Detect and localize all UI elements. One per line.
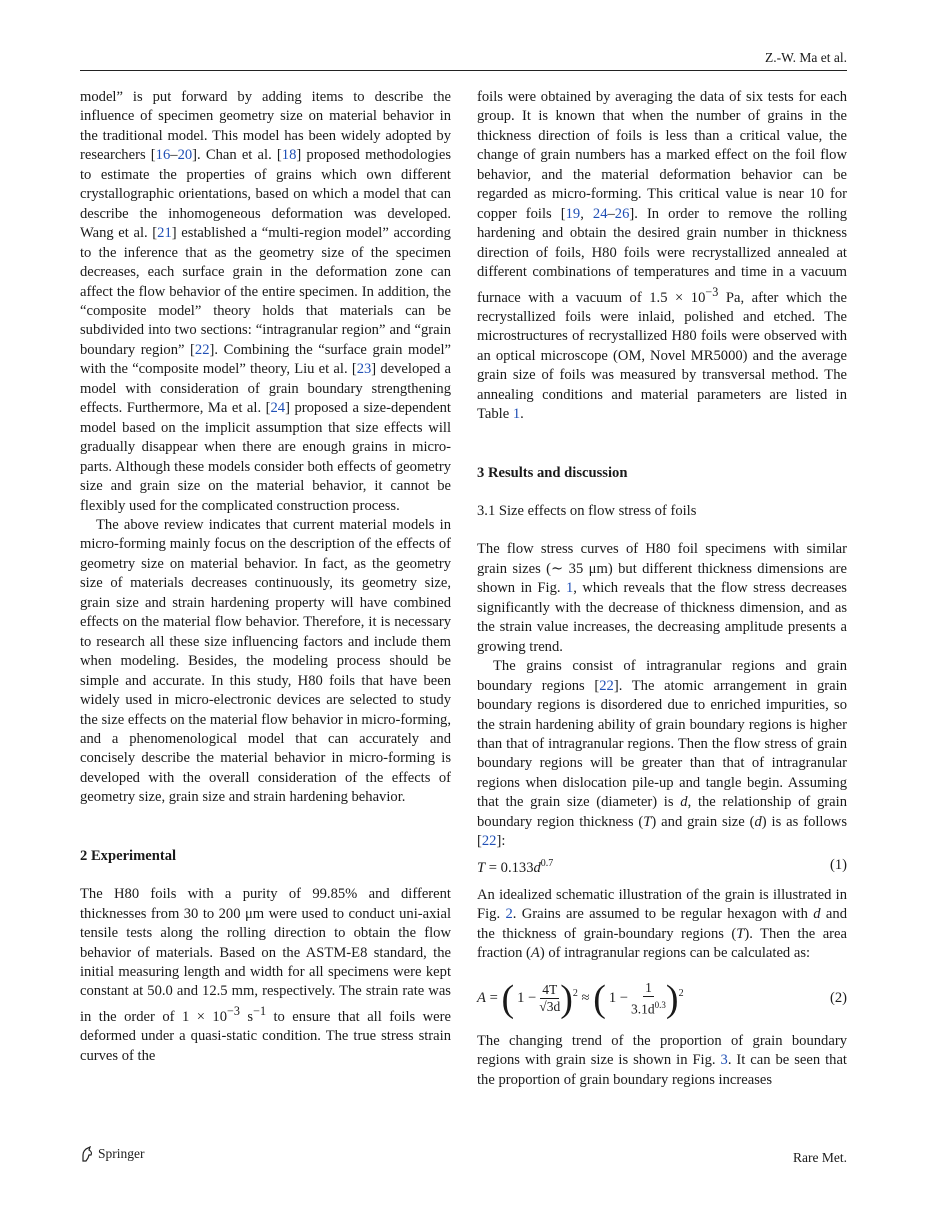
subsection-heading: 3.1 Size effects on flow stress of foils xyxy=(477,503,697,520)
figure-link[interactable]: 2 xyxy=(505,906,513,923)
paragraph: model” is put forward by adding items to describe the influence of specimen geometry size on material behavior in the traditional model. This model has been widely adopted by researchers [16–20]. Chan et al. [18] proposed methodologies to estimate the properties of grains which own different crystallographic orientations, based on which a model that can describe the inhomogeneous deformation was developed. Wang et al. [21] established a “multi-region model” according to the inference that as the geometry size of the specimen decreases, each surface grain in the deformation zone can affect the flow behavior of the entire specimen. In addition, the “composite model” theory holds that materials can be subdivided into two sections: “intragranular region” and “grain boundary region” [22]. Combining the “surface grain model” with the “composite model” theory, Liu et al. [23] developed a model with consideration of grain boundary strengthening effects. Furthermore, Ma et al. [24] proposed a size-dependent model based on the implicit assumption that size effects will gradually disappear when there are enough grains in micro-parts. Although these models consider both effects of geometry size and grain size on the material behavior, it cannot be flexibly used for the complicated construction process. xyxy=(80,89,452,514)
figure-link[interactable]: 3 xyxy=(720,1052,728,1069)
figure-link[interactable]: 1 xyxy=(565,580,574,597)
citation-link[interactable]: 16 xyxy=(155,147,171,164)
citation-link[interactable]: 18 xyxy=(281,147,297,164)
section-heading: 2 Experimental xyxy=(80,847,177,864)
paragraph: The flow stress curves of H80 foil specimens with similar grain sizes (∼ 35 μm) but different thickness dimensions are shown in Fig. 1, which reveals that the flow stress decreases significantly with the decrease of thickness dimension, and as the strain value increases, the decreasing amplitude presents a growing trend. xyxy=(477,541,847,655)
citation-link[interactable]: 21 xyxy=(157,225,172,242)
equation-number: (1) xyxy=(829,857,847,874)
paragraph: The above review indicates that current material models in micro-forming mainly focus on the description of the effects of geometry size on material behavior. In fact, as the geometry size of materials decreases continuously, its geometry size, grain size and strain hardening property will have combined effects on the material flow behavior. Therefore, it is necessary to research all these size influencing factors and include them when modeling. Besides, the modeling process should be simple and accurate. In this study, H80 foils that have been widely used in micro-electronic devices are selected to study the size effects on the material flow behavior in micro-forming, and a phenomenological model that can accurately and concisely describe the material behavior in micro-forming is developed with the overall consideration of the effects of geometry size, grain size and strain hardening behavior. xyxy=(80,516,451,806)
paragraph: The grains consist of intragranular regions and grain boundary regions [22]. The atomic arrangement in grain boundary regions is disordered due to enriched impurities, so the strain hardening ability of grain boundary regions is higher than that of intragranular regions. Then the flow stress of grain boundary regions will be greater than that of intragranular regions when dislocation pile-up and tangle begin. Assuming that the grain size (diameter) is d, the relationship of grain boundary region thickness (T) and grain size (d) is as follows [22]: xyxy=(477,658,847,850)
paragraph: An idealized schematic illustration of the grain is illustrated in Fig. 2. Grains are assumed to be regular hexagon with d and the thickness of grain-boundary regions (T). Then the area fraction (A) of intragranular regions can be calculated as: xyxy=(477,887,847,962)
citation-link[interactable]: 24 xyxy=(270,400,286,417)
header-rule xyxy=(80,70,847,71)
table-link[interactable]: 1 xyxy=(512,406,521,423)
equation-2: A = ( 1 − $\frac{4T}{√3d}$ ) $^2$ ≈ ( 1 − $\frac{1}{3.1d^{0.3}}$ ) $^2$ (2) xyxy=(477,977,847,1020)
citation-link[interactable]: 22 xyxy=(481,833,497,850)
paragraph: The changing trend of the proportion of grain boundary regions with grain size is shown in Fig. 3. It can be seen that the proportion of grain boundary regions increases xyxy=(477,1032,847,1088)
citation-link[interactable]: 24 xyxy=(592,205,608,222)
citation-link[interactable]: 22 xyxy=(599,677,614,694)
journal-name: Rare Met. xyxy=(793,1150,847,1165)
citation-link[interactable]: 19 xyxy=(565,205,581,222)
paragraph: foils were obtained by averaging the data of six tests for each group. It is known that when the number of grains in the thickness direction of foils is less than a critical value, the change of grain numbers has a marked effect on the foil flow behavior, and the material deformation behavior can be regarded as micro-forming. This critical value is near 10 for copper foils [19, 24–26]. In order to remove the rolling hardening and obtain the desired grain number in thickness direction of foils, H80 foils were recrystallized annealed at different combinations of temperatures and time in a vacuum furnace with a vacuum of $1.5 \times 10^{-3}$ Pa, after which the recrystallized foils were inlaid, polished and etched. The microstructures of recrystallized H80 foils were observed with an optical microscope (OM, Novel MR5000) and the average grain size of foils was measured by transversal method. The annealing conditions and material parameters are listed in Table 1. xyxy=(477,89,847,423)
section-heading: 3 Results and discussion xyxy=(477,464,628,481)
equation-number: (2) xyxy=(829,990,847,1007)
equation-1: $T = 0.133d^{0.7}$ (1) xyxy=(477,857,847,876)
paragraph: The H80 foils with a purity of 99.85% and different thicknesses from 30 to 200 μm were used to conduct uni-axial tensile tests along the rolling direction to obtain the flow behavior of materials. Based on the ASTM-E8 standard, the initial measuring length and width for all specimens were kept constant at 50.0 and 12.5 mm, respectively. The strain rate was in the order of $1 \times 10^{-3}$ $s^{-1}$ to ensure that all foils were deformed under a quasi-static condition. The true stress strain curves of the xyxy=(80,886,451,1064)
citation-link[interactable]: 20 xyxy=(177,147,193,164)
citation-link[interactable]: 23 xyxy=(356,361,372,378)
springer-horse-icon xyxy=(80,1146,94,1162)
running-header-authors: Z.-W. Ma et al. xyxy=(765,50,847,65)
citation-link[interactable]: 26 xyxy=(614,205,630,222)
publisher-logo xyxy=(80,1146,145,1162)
publisher-name: Springer xyxy=(98,1146,145,1161)
left-column xyxy=(80,88,451,1066)
citation-link[interactable]: 22 xyxy=(194,341,210,358)
right-column xyxy=(477,88,847,1090)
